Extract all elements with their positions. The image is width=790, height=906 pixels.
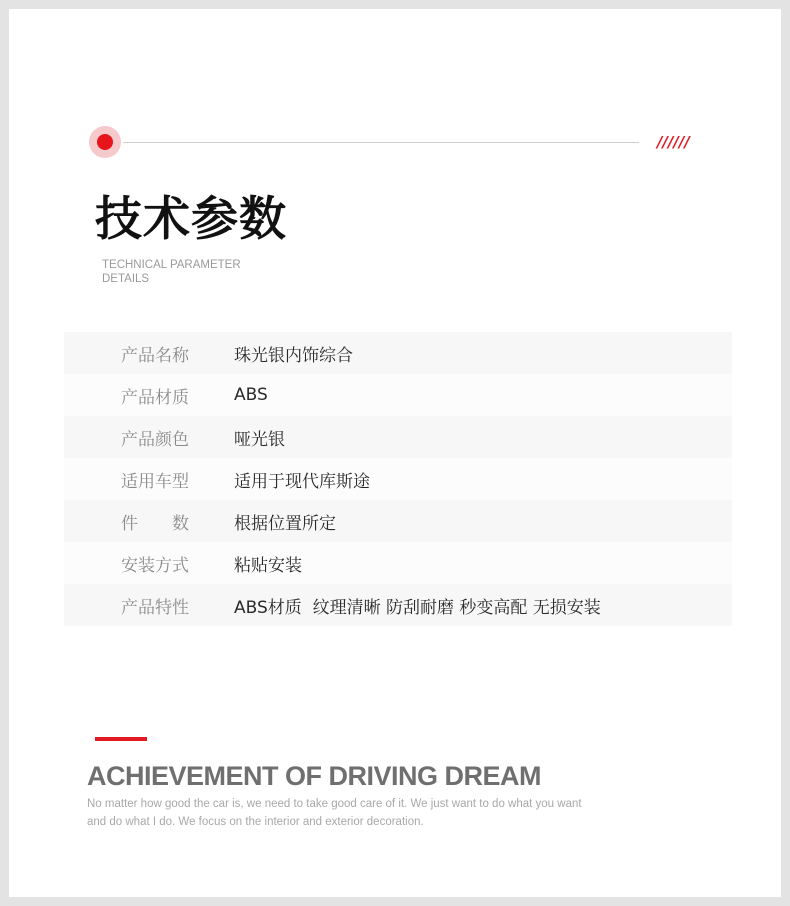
spec-row-install [64, 542, 732, 584]
spec-value: 哑光银 [234, 429, 285, 450]
spec-table [64, 332, 732, 626]
header-divider [123, 142, 639, 143]
spec-row-vehicle [64, 458, 732, 500]
red-slashes-decoration: ////// [657, 133, 690, 151]
spec-row-name [64, 332, 732, 374]
spec-row-count [64, 500, 732, 542]
spec-label: 产品材质 [121, 387, 189, 408]
red-accent-bar [95, 737, 147, 741]
spec-value: ABS材质 纹理清晰 防刮耐磨 秒变高配 无损安装 [234, 597, 601, 618]
page-title: 技术参数 [95, 192, 287, 247]
spec-row-color [64, 416, 732, 458]
spec-label: 安装方式 [121, 555, 189, 576]
spec-value: 珠光银内饰综合 [234, 345, 353, 366]
spec-label: 产品特性 [121, 597, 189, 618]
page-subtitle: TECHNICAL PARAMETER DETAILS [102, 259, 241, 285]
slogan-heading: ACHIEVEMENT OF DRIVING DREAM [87, 761, 542, 791]
spec-value: 适用于现代库斯途 [234, 471, 370, 492]
spec-label: 适用车型 [121, 471, 189, 492]
spec-label: 产品颜色 [121, 429, 189, 450]
spec-row-features [64, 584, 732, 626]
spec-label: 产品名称 [121, 345, 189, 366]
spec-value: ABS [234, 385, 268, 405]
spec-value: 根据位置所定 [234, 513, 336, 534]
spec-value: 粘贴安装 [234, 555, 302, 576]
spec-label: 件 数 [121, 513, 189, 534]
slogan-description: No matter how good the car is, we need to take good care of it. We just want to do what you want and do what I do. We focus on the interior and exterior decoration. [87, 798, 582, 828]
red-dot-core [97, 134, 113, 150]
red-dot-icon [89, 126, 121, 158]
spec-row-material [64, 374, 732, 416]
